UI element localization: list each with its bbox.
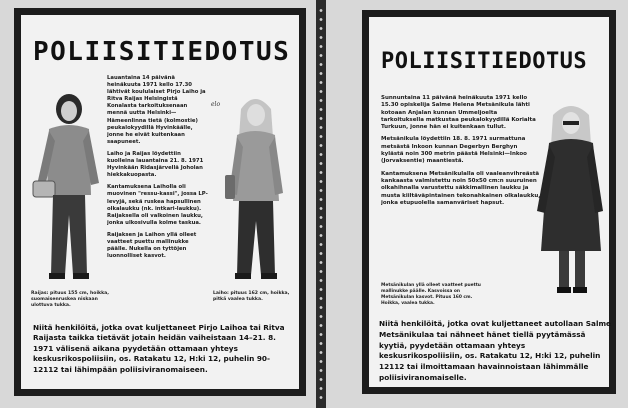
- book-binding: [316, 0, 326, 408]
- poster-body-text: [107, 75, 209, 297]
- figure-caption-laiho: Laiho: pituus 162 cm, hoikka, pitkä vaalea tukka.: [213, 291, 290, 302]
- right-poster: [362, 10, 616, 394]
- left-poster: [14, 8, 306, 396]
- paragraph: Kantamuksena Laiholla oli muovinen "ressu-kassi", jossa LP-levyjä, sekä ruskea hapsullinen olkalaukku (nk. intkari-laukku). Raijaksella oli valkoinen laukku, jonka ulkosivulla kolme taskua.: [107, 184, 208, 226]
- mannequin-figure-raijas: [27, 85, 107, 291]
- paragraph: Raijaksen ja Laihon yllä olleet vaatteet puettu mallinukke päälle. Nukella on tyttöjen luonnolliset kasvot.: [107, 231, 197, 260]
- contact-notice: Niitä henkilöitä, jotka ovat kuljettaneet autollaan Salme Metsänikulaa tai nähneet hänet tiellä pyytämässä kyytiä, pyydetään ottamaan yhteys keskusrikospoliisiin, os. Ratakatu 12, H:ki 12, puhelin 12112 tai ilmoittamaan havainnoistaan lähimmälle poliisiviranomaiselle.: [379, 319, 611, 382]
- binding-holes: [319, 6, 323, 402]
- poster-title: POLIISITIEDOTUS: [33, 37, 291, 67]
- paragraph: Kantamuksena Metsänikulalla oli vaaleanvihreästä kankaasta valmistettu noin 50x50 cm:n suuruinen olkahihnalla varustettu säkkimallinen laukku ja musta kiiltäväpintainen tekonahkainen olkalaukku, jonka etupuolella samanväriset hapsut.: [381, 170, 541, 206]
- paragraph: Laiho ja Raijas löydettiin kuolleina lauantaina 21. 8. 1971 Hyvinkään Ridasjärvellä Joholan hiekkakuopasta.: [107, 150, 204, 179]
- handwritten-correction: elo: [211, 101, 221, 108]
- paragraph: Metsänikula löydettiin 18. 8. 1971 surmattuna metsästä Inkoon kunnan Degerbyn Berghyn kylästä noin 300 metrin päästä Helsinki—Inkoo (Jorvaksentie) maantiestä.: [381, 136, 527, 165]
- figure-caption-raijas: Raijas: pituus 155 cm, hoikka, suomaisenruskea niskaan ulottuva tukka.: [31, 291, 109, 308]
- contact-notice: Niitä henkilöitä, jotka ovat kuljettaneet Pirjo Laihoa tai Ritva Raijasta taikka tietävät jotain heidän vaiheistaan 14–21. 8. 1971 välisenä aikana pyydetään ottamaan yhteys keskusrikospoliisiin, os. Ratakatu 12, H:ki 12, puhelin 90-12112 tai lähimpään poliisiviranomaiseen.: [33, 323, 285, 374]
- paragraph: Lauantaina 14 päivänä heinäkuuta 1971 kello 17.30 lähtivät koululaiset Pirjo Laiho ja Ritva Raijas Helsingistä Konalasta tarkoituksenaan mennä uutta Helsinki—Hämeenlinna tietä (kolmostie) peukalokyydillä Hyvinkäälle, jonne he eivät kuitenkaan saapuneet.: [107, 75, 206, 145]
- figure-caption-metsanikula: Metsänikulan yllä olleet vaatteet puettu mallinukke päälle. Kasvoissa on Metsänikulan kasvot. Pituus 160 cm. Hoikka, vaalea tukka.: [381, 283, 481, 306]
- poster-body-text: [381, 95, 541, 305]
- poster-title: POLIISITIEDOTUS: [381, 49, 588, 74]
- paragraph: Sunnuntaina 11 päivänä heinäkuuta 1971 kello 15.30 opiskelija Salme Helena Metsänikula lähti kotoaan Anjalan kunnan Ummeljoelta tarkoituksella matkustaa peukalokyydillä Korialta Turkuun, jonne hän ei kuitenkaan tullut.: [381, 95, 536, 131]
- mannequin-figure-laiho: [217, 89, 293, 289]
